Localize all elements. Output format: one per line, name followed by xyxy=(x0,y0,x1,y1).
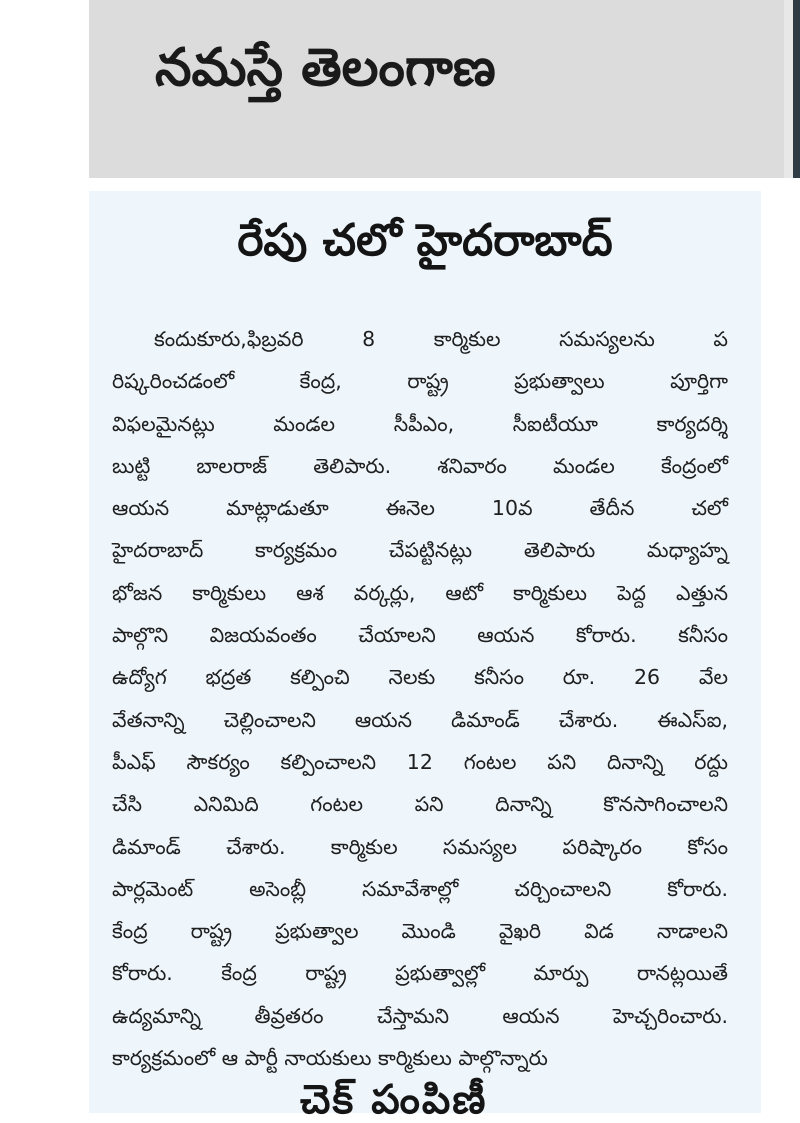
article-line: కార్యక్రమంలో ఆ పార్టీ నాయకులు కార్మికులు పాల్గొన్నారు xyxy=(112,1046,548,1071)
article-line: కందుకూరు,ఫిబ్రవరి 8 కార్మికుల సమస్యలను ప xyxy=(154,327,728,351)
article-line: కోరారు. కేంద్ర రాష్ట్ర ప్రభుత్వాల్లో మార్పు రానట్లయితే xyxy=(112,961,728,986)
article-line: హైదరాబాద్ కార్యక్రమం చేపట్టినట్లు తెలిపారు మధ్యాహ్న xyxy=(112,538,728,563)
article-line: బుట్టి బాలరాజ్ తెలిపారు. శనివారం మండల కేంద్రంలో xyxy=(112,453,728,478)
article-line: విఫలమైనట్లు మండల సీపీఎం, సీఐటీయూ కార్యదర్శి xyxy=(112,411,728,436)
article-line: పాల్గొని విజయవంతం చేయాలని ఆయన కోరారు. కనీసం xyxy=(112,623,728,648)
next-article-headline-text: చెక్ పంపిణీ xyxy=(300,1077,488,1123)
article-line: రిష్కరించడంలో కేంద్ర, రాష్ట్ర ప్రభుత్వాలు పూర్తిగా xyxy=(112,369,728,394)
article-headline: రేపు చలో హైదరాబాద్ xyxy=(237,215,613,266)
article-line: వేతనాన్ని చెల్లించాలని ఆయన డిమాండ్ చేశారు. ఈఎస్ఐ, xyxy=(112,707,728,732)
article-line: చేసి ఎనిమిది గంటల పని దినాన్ని కొనసాగించాలని xyxy=(112,792,728,817)
article-line: పీఎఫ్ సౌకర్యం కల్పించాలని 12 గంటల పని దినాన్ని రద్దు xyxy=(112,749,728,774)
article-line: ఉద్యోగ భద్రత కల్పించి నెలకు కనీసం రూ. 26 వేల xyxy=(112,665,728,690)
next-article-headline-fragment xyxy=(300,1077,560,1123)
article-body xyxy=(112,318,728,1079)
article-line: ఉద్యమాన్ని తీవ్రతరం చేస్తామని ఆయన హెచ్చరించారు. xyxy=(112,1003,728,1028)
newspaper-title: నమస్తే తెలంగాణ xyxy=(155,38,496,98)
article-line: భోజన కార్మికులు ఆశ వర్కర్లు, ఆటో కార్మికులు పెద్ద ఎత్తున xyxy=(112,580,728,605)
article-line: కేంద్ర రాష్ట్ర ప్రభుత్వాల మొండి వైఖరి విడ నాడాలని xyxy=(112,919,728,944)
masthead-edge xyxy=(784,0,800,178)
article-line: పార్లమెంట్ అసెంబ్లీ సమావేశాల్లో చర్చించాలని కోరారు. xyxy=(112,876,728,901)
article-line: డిమాండ్ చేశారు. కార్మికుల సమస్యల పరిష్కారం కోసం xyxy=(112,834,728,859)
article-line: ఆయన మాట్లాడుతూ ఈనెల 10వ తేదీన చలో xyxy=(112,496,728,521)
